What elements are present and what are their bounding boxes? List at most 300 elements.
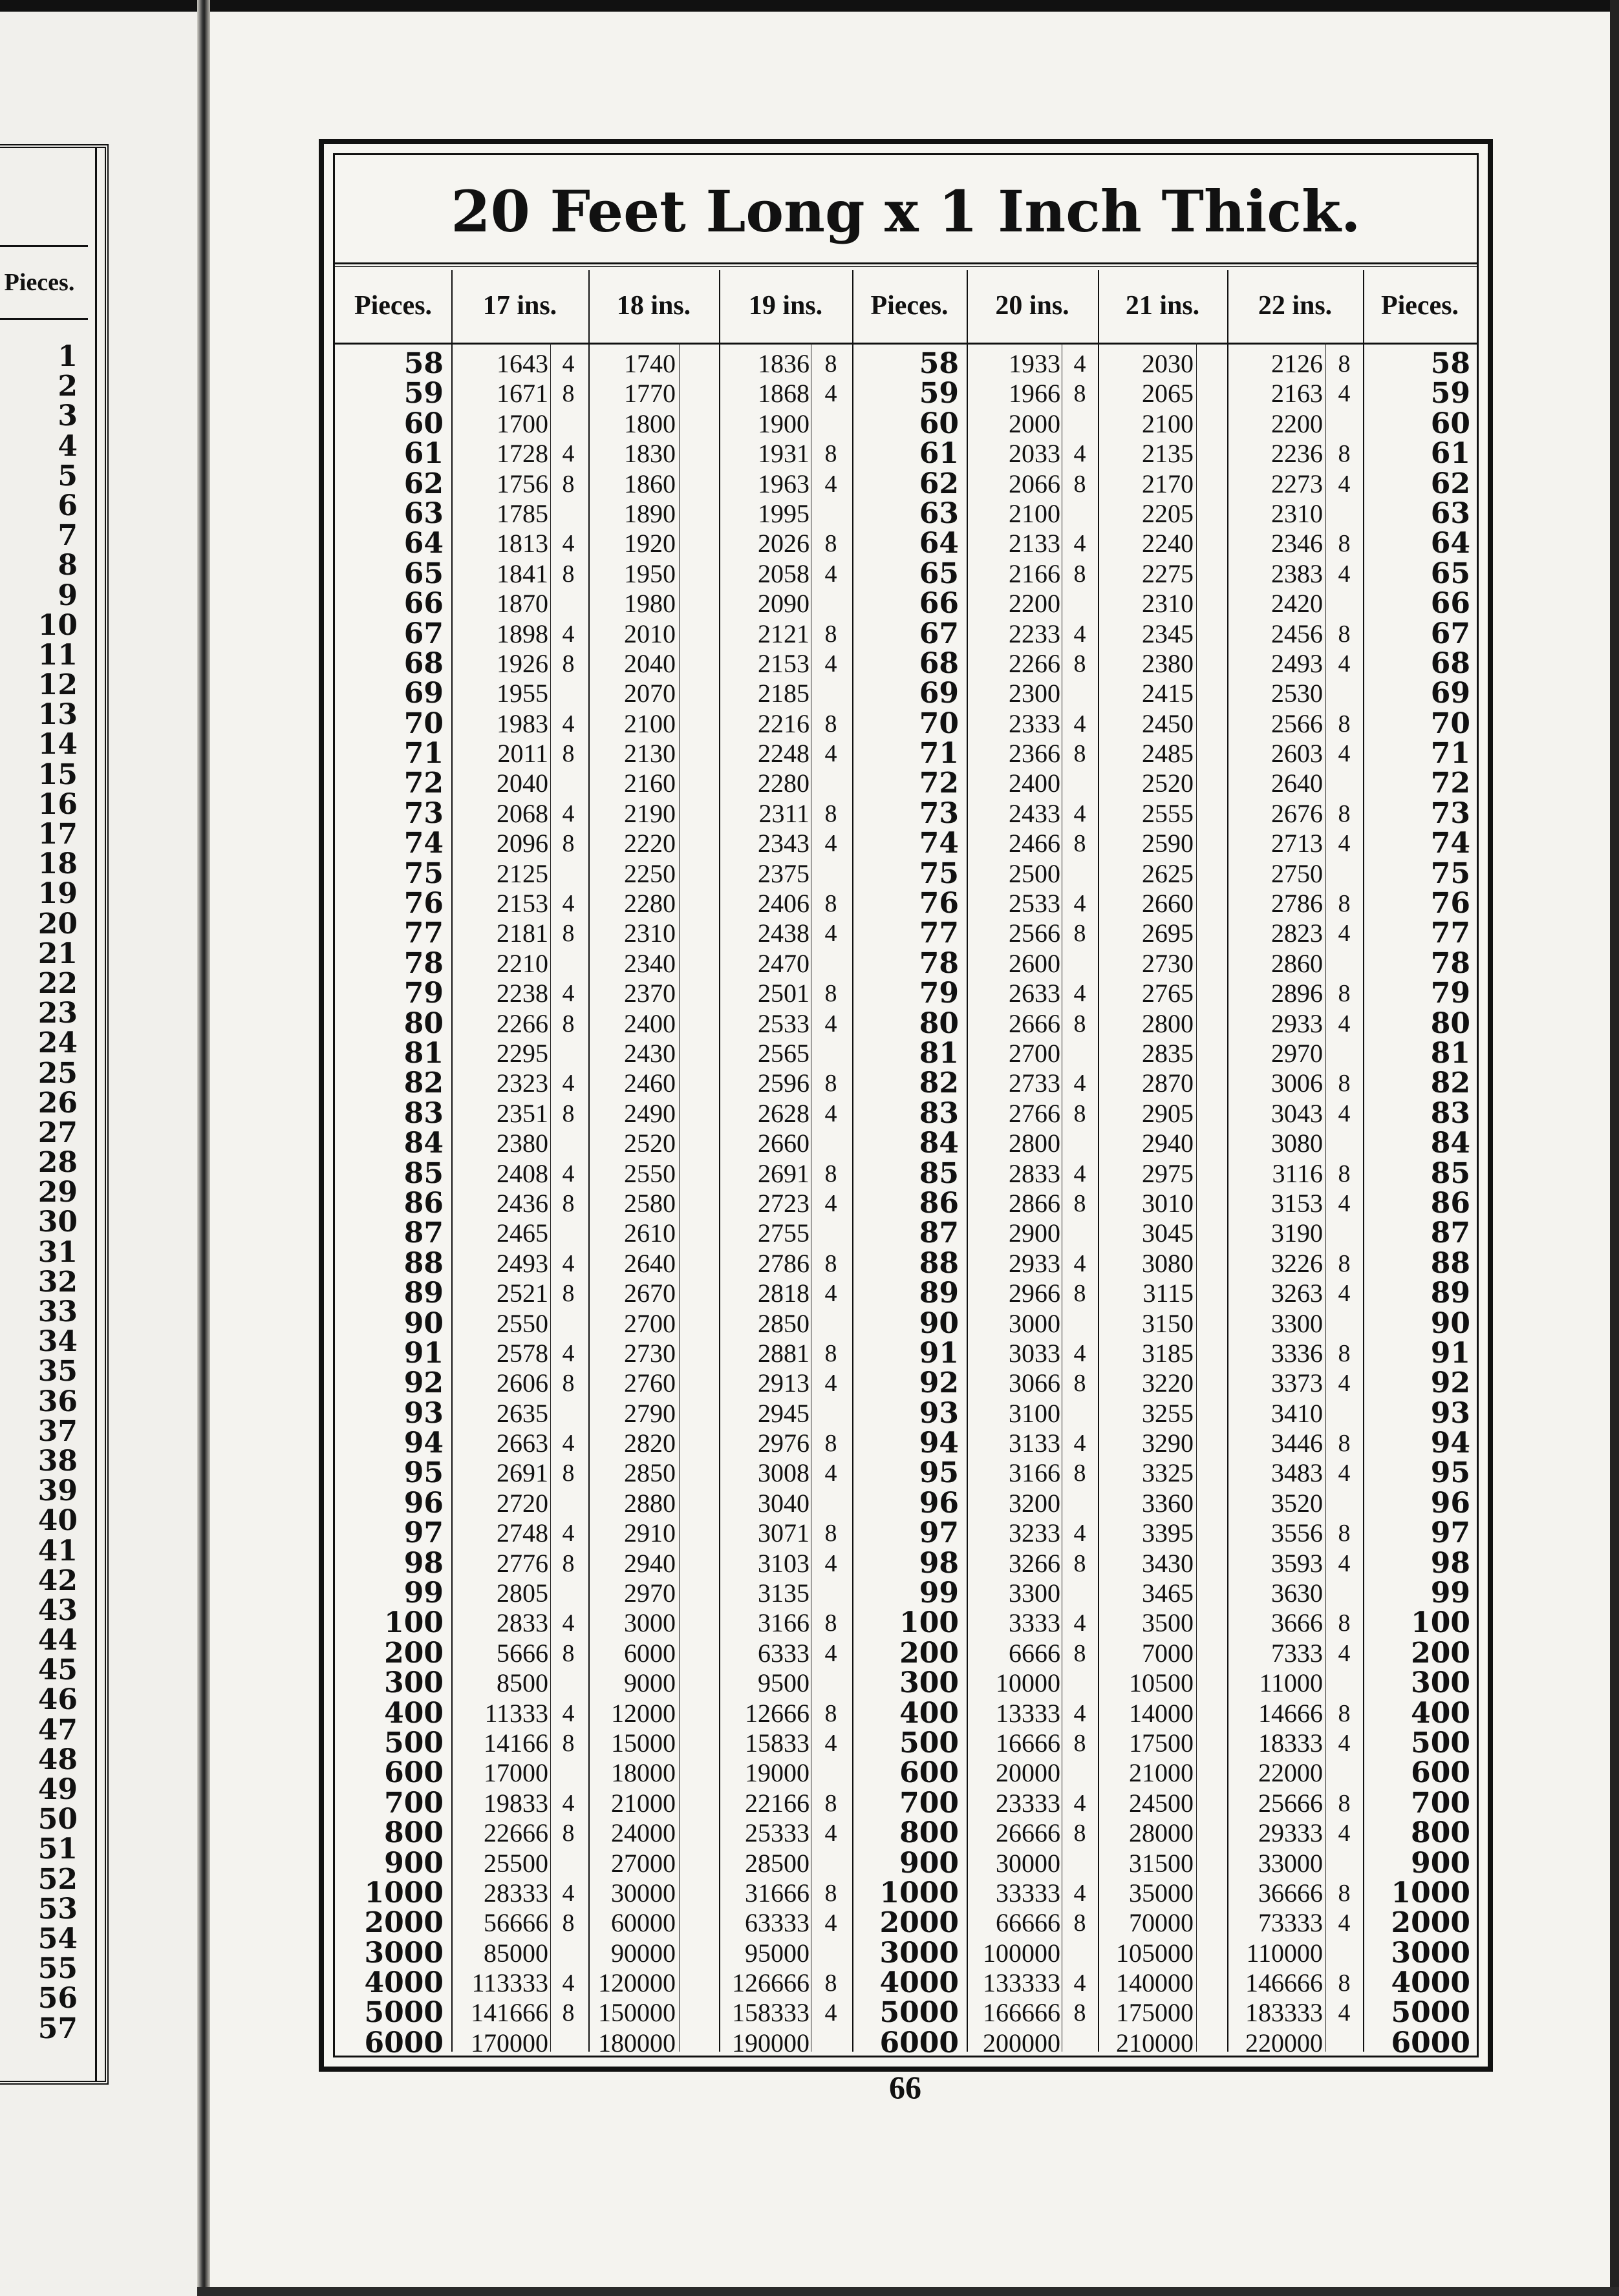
- col-17-ins-fraction-cell: [552, 1039, 585, 1068]
- pieces-column-3-cell: 96: [1430, 1486, 1470, 1520]
- left-pieces-cell: 35: [38, 1355, 78, 1388]
- col-19-ins-cell: 9500: [758, 1668, 810, 1698]
- pieces-column-1: [335, 349, 444, 2058]
- col-17-ins-fraction-cell: [552, 949, 585, 979]
- pieces-column-3-cell: 79: [1430, 977, 1470, 1010]
- col-19-ins-fraction-cell: 8: [824, 530, 837, 558]
- pieces-column-3-cell: 72: [1430, 767, 1470, 800]
- col-22-ins-fraction-cell: [1327, 1218, 1362, 1248]
- col-20-ins-fraction-cell: 4: [1073, 1160, 1086, 1187]
- scan-bottom-edge: [197, 2287, 1619, 2296]
- col-17-ins-fraction-cell: 4: [562, 1160, 575, 1187]
- col-18-ins-cell: 2460: [624, 1068, 676, 1098]
- col-18-ins-cell: 2250: [624, 858, 676, 888]
- col-20-ins-cell: 2500: [1009, 858, 1060, 888]
- col-19-ins-fraction-cell: 4: [824, 1820, 837, 1847]
- pieces-column-1-cell: 600: [384, 1756, 444, 1790]
- col-21-ins-cell: 28000: [1129, 1818, 1194, 1848]
- pieces-column-3-cell: 89: [1430, 1277, 1470, 1310]
- pieces-column-2-cell: 73: [919, 796, 959, 830]
- col-17-ins-cell: 2493: [497, 1248, 548, 1278]
- lumber-table: [319, 139, 1493, 2072]
- left-pieces-cell: 3: [58, 399, 78, 433]
- col-19-ins-cell: 2565: [758, 1038, 810, 1068]
- col-20-ins-fraction-cell: 4: [1073, 1610, 1086, 1637]
- col-20-ins-cell: 166666: [983, 1998, 1060, 2028]
- col-18-ins-cell: 150000: [598, 1998, 676, 2028]
- left-pieces-cell: 50: [38, 1803, 78, 1836]
- pieces-column-2-cell: 76: [919, 887, 959, 920]
- left-pieces-cell: 30: [38, 1206, 78, 1239]
- col-18-ins-cell: 2850: [624, 1458, 676, 1488]
- col-20-ins-cell: 30000: [996, 1848, 1060, 1878]
- col-20-ins-cell: 2366: [1009, 739, 1060, 769]
- col-17-ins-cell: 2833: [497, 1608, 548, 1638]
- pieces-column-3-cell: 1000: [1391, 1876, 1470, 1909]
- col-20-ins-cell: 10000: [996, 1668, 1060, 1698]
- col-22-ins-fraction-cell: [1327, 679, 1362, 708]
- col-20-ins-cell: 3333: [1009, 1608, 1060, 1638]
- col-19-ins-fraction-cell: 4: [824, 1549, 837, 1577]
- col-20-ins-fraction-cell: [1063, 1758, 1097, 1788]
- col-19-ins-fraction-cell: 8: [824, 1249, 837, 1277]
- col-21-ins-cell: 2345: [1142, 619, 1194, 648]
- pieces-column-3-cell: 60: [1430, 407, 1470, 440]
- col-19-ins-cell: 19000: [745, 1758, 810, 1788]
- col-17-ins-fraction-cell: 8: [562, 1460, 575, 1487]
- left-pieces-header: Pieces.: [0, 245, 88, 320]
- col-20-ins-cell: 2333: [1009, 708, 1060, 738]
- col-19-ins-cell: 2660: [758, 1129, 810, 1158]
- col-22-ins-fraction-cell: [1327, 949, 1362, 979]
- col-22-ins-fraction-cell: 4: [1338, 470, 1351, 498]
- col-22-ins-cell: 29333: [1258, 1818, 1323, 1848]
- col-19-ins-cell: 2723: [758, 1188, 810, 1218]
- col-21-ins-cell: 3360: [1142, 1488, 1194, 1518]
- col-18-ins-cell: 2820: [624, 1429, 676, 1458]
- col-20-ins-fraction-cell: 8: [1073, 830, 1086, 858]
- col-17-ins-cell: 1870: [497, 589, 548, 619]
- left-pieces-cell: 26: [38, 1086, 78, 1120]
- col-19-ins-fraction-cell: 8: [824, 1520, 837, 1547]
- col-20-ins-fraction-cell: 8: [1073, 1370, 1086, 1398]
- pieces-column-3-cell: 62: [1430, 467, 1470, 500]
- col-17-ins-cell: 19833: [484, 1788, 548, 1818]
- col-22-ins-fraction-cell: 8: [1338, 1789, 1351, 1817]
- col-17-ins-fraction-cell: 4: [562, 1339, 575, 1367]
- col-19-ins-cell: 1836: [758, 349, 810, 378]
- col-18-ins-cell: 2580: [624, 1188, 676, 1218]
- col-22-ins-fraction-cell: 4: [1338, 1820, 1351, 1847]
- col-18-ins-cell: 1980: [624, 589, 676, 619]
- col-22-ins-fraction-cell: 8: [1338, 530, 1351, 558]
- left-pieces-cell: 1: [58, 340, 78, 373]
- col-17-ins-cell: 2153: [497, 889, 548, 919]
- col-18-ins-cell: 60000: [611, 1908, 676, 1938]
- col-18-ins-cell: 1950: [624, 558, 676, 588]
- col-20-ins-cell: 133333: [983, 1968, 1060, 1998]
- pieces-column-3-cell: 83: [1430, 1096, 1470, 1130]
- pieces-column-3-cell: 4000: [1391, 1966, 1470, 2000]
- col-17-ins-cell: 2578: [497, 1338, 548, 1368]
- col-21-ins-cell: 2450: [1142, 708, 1194, 738]
- col-19-ins-cell: 2311: [758, 798, 810, 828]
- pieces-column-1-cell: 700: [384, 1786, 444, 1820]
- col-17-ins-fraction-cell: [552, 769, 585, 798]
- col-19-ins-cell: 2280: [758, 769, 810, 798]
- pieces-column-2-cell: 58: [919, 347, 959, 380]
- col-22-ins-cell: 110000: [1246, 1938, 1323, 1968]
- pieces-column-3-cell: 58: [1430, 347, 1470, 380]
- col-21-ins-cell: 2380: [1142, 648, 1194, 678]
- col-17-ins-cell: 2380: [497, 1129, 548, 1158]
- col-19-ins-fraction-cell: [812, 409, 850, 439]
- col-19-ins-fraction-cell: [812, 1668, 850, 1698]
- col-17-ins-cell: 2238: [497, 979, 548, 1008]
- col-20-ins-fraction-cell: [1063, 589, 1097, 619]
- col-22-ins-cell: 3556: [1271, 1518, 1323, 1548]
- pieces-column-3-cell: 74: [1430, 827, 1470, 860]
- col-22-ins-cell: 3373: [1271, 1368, 1323, 1398]
- col-20-ins-cell: 2733: [1009, 1068, 1060, 1098]
- col-17-ins-fraction-cell: 4: [562, 440, 575, 468]
- pieces-column-2-cell: 900: [899, 1846, 959, 1880]
- pieces-column-3-cell: 61: [1430, 437, 1470, 471]
- col-22-ins-fraction-cell: [1327, 1578, 1362, 1608]
- pieces-column-2-cell: 88: [919, 1246, 959, 1280]
- pieces-column-1-cell: 74: [403, 827, 444, 860]
- col-19-ins-fraction-cell: [812, 1039, 850, 1068]
- pieces-column-2-cell: 97: [919, 1516, 959, 1550]
- pieces-column-1-cell: 87: [403, 1217, 444, 1250]
- col-18-ins: [588, 349, 676, 2058]
- col-17-ins-cell: 8500: [497, 1668, 548, 1698]
- col-19-ins-cell: 95000: [745, 1938, 810, 1968]
- pieces-column-1-cell: 61: [403, 437, 444, 471]
- pieces-column-2-cell: 3000: [879, 1936, 959, 1970]
- left-pieces-cell: 34: [38, 1325, 78, 1359]
- col-17-ins-fraction-cell: 4: [562, 1789, 575, 1817]
- col-17-ins-fraction-cell: [552, 1578, 585, 1608]
- col-17-ins-fraction-cell: 8: [562, 1189, 575, 1217]
- col-18-ins-cell: 2670: [624, 1279, 676, 1308]
- left-pieces-cell: 24: [38, 1026, 78, 1060]
- pieces-column-2-cell: 83: [919, 1096, 959, 1130]
- col-19-ins-cell: 126666: [732, 1968, 810, 1998]
- pieces-column-2-cell: 400: [899, 1696, 959, 1730]
- pieces-column-2-cell: 94: [919, 1427, 959, 1460]
- col-22-ins-cell: 3446: [1271, 1429, 1323, 1458]
- col-22-ins-fraction-cell: [1327, 2028, 1362, 2058]
- pieces-column-3-cell: 88: [1430, 1246, 1470, 1280]
- col-22-ins-fraction-cell: 4: [1338, 380, 1351, 408]
- pieces-column-2-cell: 65: [919, 557, 959, 590]
- col-17-ins-fraction-cell: [552, 2028, 585, 2058]
- col-18-ins-cell: 90000: [611, 1938, 676, 1968]
- pieces-column-1-cell: 96: [403, 1486, 444, 1520]
- left-pieces-cell: 54: [38, 1922, 78, 1955]
- col-20-ins-cell: 3033: [1009, 1338, 1060, 1368]
- pieces-column-3-cell: 67: [1430, 617, 1470, 650]
- pieces-column-1-cell: 62: [403, 467, 444, 500]
- pieces-column-3: [1363, 349, 1470, 2058]
- col-17-ins-fraction-cell: 4: [562, 1520, 575, 1547]
- left-pieces-cell: 48: [38, 1743, 78, 1776]
- col-22-ins-cell: 2236: [1271, 439, 1323, 469]
- col-20-ins-fraction-cell: [1063, 1218, 1097, 1248]
- col-22-ins-cell: 2786: [1271, 889, 1323, 919]
- col-17-ins-fraction-cell: [552, 1939, 585, 1968]
- pieces-column-1-cell: 88: [403, 1246, 444, 1280]
- col-19-ins-fraction-cell: 8: [824, 1339, 837, 1367]
- col-22-ins-cell: 22000: [1258, 1758, 1323, 1788]
- col-22-ins-cell: 220000: [1245, 2028, 1323, 2057]
- col-22-ins-cell: 2933: [1271, 1008, 1323, 1038]
- pieces-column-2-cell: 91: [919, 1336, 959, 1370]
- col-22-ins-fraction-cell: 8: [1338, 620, 1351, 648]
- left-pieces-cell: 51: [38, 1833, 78, 1866]
- col-21-ins-cell: 2415: [1142, 679, 1194, 708]
- col-19-ins-fraction-cell: 4: [824, 1280, 837, 1308]
- left-pieces-column: [0, 342, 78, 2044]
- col-20-ins-cell: 3233: [1009, 1518, 1060, 1548]
- col-18-ins-cell: 2730: [624, 1338, 676, 1368]
- left-pieces-cell: 32: [38, 1265, 78, 1299]
- col-18-ins-cell: 2970: [624, 1578, 676, 1608]
- col-17-ins-fraction-cell: 4: [562, 1249, 575, 1277]
- col-17-ins-fraction-cell: 8: [562, 1280, 575, 1308]
- col-21-ins-cell: 14000: [1129, 1698, 1194, 1728]
- pieces-column-1-cell: 89: [403, 1277, 444, 1310]
- col-21-ins-cell: 2660: [1142, 889, 1194, 919]
- col-19-ins-fraction-cell: [812, 769, 850, 798]
- pieces-column-1-cell: 73: [403, 796, 444, 830]
- col-19-ins-cell: 1900: [758, 409, 810, 438]
- pieces-column-1-cell: 65: [403, 557, 444, 590]
- col-20-ins-fraction-cell: 4: [1073, 1339, 1086, 1367]
- col-17-ins-fraction-cell: 8: [562, 1909, 575, 1937]
- pieces-column-3-cell: 300: [1411, 1666, 1470, 1700]
- col-18-ins-cell: 30000: [611, 1878, 676, 1908]
- col-17-ins-fraction-cell: 8: [562, 1820, 575, 1847]
- left-pieces-cell: 33: [38, 1295, 78, 1328]
- col-22-ins-fraction-cell: [1327, 1758, 1362, 1788]
- col-20-ins-cell: 2433: [1009, 798, 1060, 828]
- pieces-column-2-cell: 81: [919, 1036, 959, 1070]
- col-20-ins-fraction-cell: 4: [1073, 1699, 1086, 1727]
- pieces-column-1-cell: 97: [403, 1516, 444, 1550]
- col-20-ins-fraction-cell: 4: [1073, 1789, 1086, 1817]
- col-19-ins-cell: 3071: [758, 1518, 810, 1548]
- col-17-ins-cell: 2125: [497, 858, 548, 888]
- col-19-ins-fraction-cell: 8: [824, 1970, 837, 1997]
- left-pieces-cell: 29: [38, 1176, 78, 1209]
- pieces-column-2-cell: 75: [919, 856, 959, 890]
- pieces-column-3-cell: 71: [1430, 737, 1470, 771]
- col-22-ins-cell: 2530: [1271, 679, 1323, 708]
- left-pieces-cell: 47: [38, 1713, 78, 1747]
- pieces-column-1-cell: 91: [403, 1336, 444, 1370]
- col-20-ins-fraction-cell: [1063, 1668, 1097, 1698]
- col-20-ins-cell: 2566: [1009, 919, 1060, 948]
- pieces-column-1-cell: 64: [403, 527, 444, 560]
- col-20-ins-cell: 2066: [1009, 469, 1060, 498]
- pieces-column-2-cell: 4000: [879, 1966, 959, 2000]
- col-19-ins-fraction-cell: 8: [824, 1610, 837, 1637]
- col-20-ins-fraction-cell: [1063, 1399, 1097, 1429]
- col-20-ins-cell: 2233: [1009, 619, 1060, 648]
- pieces-column-3-cell: 82: [1430, 1067, 1470, 1100]
- col-20-ins-fraction-cell: [1063, 1309, 1097, 1339]
- col-22-ins-fraction-cell: 4: [1338, 740, 1351, 768]
- col-17-ins-fraction-cell: [552, 1309, 585, 1339]
- pieces-column-2-cell: 600: [899, 1756, 959, 1790]
- col-21-ins-cell: 175000: [1116, 1998, 1194, 2028]
- col-22-ins-cell: 2493: [1271, 648, 1323, 678]
- left-pieces-cell: 45: [38, 1653, 78, 1687]
- pieces-column-2-cell: 92: [919, 1366, 959, 1400]
- left-pieces-cell: 9: [58, 579, 78, 612]
- col-22-ins-cell: 36666: [1258, 1878, 1323, 1908]
- col-17-ins-fraction-cell: 4: [562, 620, 575, 648]
- col-18-ins-cell: 2790: [624, 1398, 676, 1428]
- col-22-ins-cell: 3153: [1271, 1188, 1323, 1218]
- col-18-ins-cell: 15000: [611, 1728, 676, 1758]
- col-17-ins-fraction-cell: 8: [562, 1549, 575, 1577]
- col-22-ins-fraction-cell: [1327, 1939, 1362, 1968]
- col-19-ins-fraction-cell: 8: [824, 1879, 837, 1907]
- col-17-ins-cell: 1756: [497, 469, 548, 498]
- pieces-column-2-cell: 59: [919, 377, 959, 410]
- col-17-ins-cell: 2096: [497, 829, 548, 858]
- col-21-ins-cell: 2485: [1142, 739, 1194, 769]
- col-22-ins-fraction-cell: 8: [1338, 440, 1351, 468]
- col-17-ins-cell: 28333: [484, 1878, 548, 1908]
- col-20-ins-cell: 2000: [1009, 409, 1060, 438]
- pieces-column-1-cell: 79: [403, 977, 444, 1010]
- pieces-column-2-cell: 67: [919, 617, 959, 650]
- pieces-column-3-cell: 200: [1411, 1636, 1470, 1670]
- pieces-column-2-cell: 99: [919, 1577, 959, 1610]
- col-21-ins-cell: 3220: [1142, 1368, 1194, 1398]
- col-19-ins-cell: 2058: [758, 558, 810, 588]
- col-18-ins-cell: 18000: [611, 1758, 676, 1788]
- col-17-ins-cell: 1813: [497, 529, 548, 558]
- col-17-ins-cell: 14166: [484, 1728, 548, 1758]
- left-pieces-cell: 20: [38, 907, 78, 941]
- col-17-ins-fraction-cell: 8: [562, 1010, 575, 1037]
- col-20-ins-cell: 2633: [1009, 979, 1060, 1008]
- col-21-ins-cell: 17500: [1129, 1728, 1194, 1758]
- left-pieces-cell: 46: [38, 1683, 78, 1717]
- pieces-column-3-cell: 90: [1430, 1306, 1470, 1340]
- pieces-column-2-cell: 70: [919, 707, 959, 740]
- col-21-ins-cell: 3045: [1142, 1218, 1194, 1248]
- pieces-column-1-cell: 4000: [364, 1966, 444, 2000]
- col-17-ins-cell: 2521: [497, 1279, 548, 1308]
- col-17-ins-cell: 1841: [497, 558, 548, 588]
- col-22-ins-fraction-cell: 8: [1338, 980, 1351, 1008]
- col-21-ins-cell: 2555: [1142, 798, 1194, 828]
- col-19-ins-fraction-cell: 4: [824, 1010, 837, 1037]
- col-19-ins-fraction-cell: 8: [824, 1789, 837, 1817]
- pieces-column-3-cell: 69: [1430, 677, 1470, 710]
- col-20-ins-cell: 2933: [1009, 1248, 1060, 1278]
- column-header: Pieces.: [354, 291, 433, 321]
- col-20-ins-fraction-cell: 8: [1073, 1999, 1086, 2027]
- col-22-ins-cell: 14666: [1258, 1698, 1323, 1728]
- column-header: 20 ins.: [995, 291, 1069, 321]
- pieces-column-2-cell: 89: [919, 1277, 959, 1310]
- pieces-column-3-cell: 95: [1430, 1456, 1470, 1490]
- column-header: 18 ins.: [616, 291, 691, 321]
- col-20-ins-fraction-cell: [1063, 1039, 1097, 1068]
- col-19-ins-cell: 158333: [732, 1998, 810, 2028]
- column-header: 22 ins.: [1258, 291, 1333, 321]
- col-19-ins-fraction-cell: 4: [824, 650, 837, 677]
- col-17-ins-cell: 2323: [497, 1068, 548, 1098]
- pieces-column-2-cell: 74: [919, 827, 959, 860]
- col-21-ins-cell: 2590: [1142, 829, 1194, 858]
- pieces-column-1-cell: 72: [403, 767, 444, 800]
- page-number: 66: [889, 2069, 921, 2105]
- col-21-ins-cell: 2205: [1142, 498, 1194, 528]
- col-20-ins-fraction-cell: 4: [1073, 620, 1086, 648]
- col-19-ins-fraction-cell: 8: [824, 980, 837, 1008]
- left-pieces-cell: 4: [58, 429, 78, 463]
- pieces-column-3-cell: 81: [1430, 1036, 1470, 1070]
- pieces-column-3-cell: 86: [1430, 1186, 1470, 1220]
- left-pieces-cell: 13: [38, 698, 78, 732]
- col-22-ins-cell: 2970: [1271, 1038, 1323, 1068]
- col-22-ins-cell: 2273: [1271, 469, 1323, 498]
- col-22-ins-fraction-cell: 8: [1338, 710, 1351, 738]
- col-19-ins-cell: 2881: [758, 1338, 810, 1368]
- left-pieces-cell: 21: [38, 937, 78, 970]
- col-20-ins-cell: 2200: [1009, 589, 1060, 619]
- col-19-ins-cell: 22166: [745, 1788, 810, 1818]
- pieces-column-1-cell: 83: [403, 1096, 444, 1130]
- pieces-column-2-cell: 1000: [879, 1876, 959, 1909]
- col-20-ins-fraction-cell: [1063, 499, 1097, 529]
- pieces-column-3-cell: 5000: [1391, 1996, 1470, 2030]
- book-gutter: [197, 0, 210, 2296]
- pieces-column-2-cell: 87: [919, 1217, 959, 1250]
- col-22-ins-cell: 33000: [1258, 1848, 1323, 1878]
- pieces-column-2-cell: 78: [919, 946, 959, 980]
- col-18-ins-cell: 2130: [624, 739, 676, 769]
- left-pieces-cell: 11: [38, 638, 78, 672]
- col-19-ins-fraction-cell: 4: [824, 380, 837, 408]
- col-18-ins-cell: 6000: [624, 1638, 676, 1668]
- col-19-ins-fraction-cell: 4: [824, 1189, 837, 1217]
- left-pieces-cell: 14: [38, 728, 78, 761]
- col-17-ins-cell: 56666: [484, 1908, 548, 1938]
- pieces-column-3-cell: 76: [1430, 887, 1470, 920]
- col-18-ins-cell: 9000: [624, 1668, 676, 1698]
- col-17-ins-cell: 1785: [497, 498, 548, 528]
- pieces-column-3-cell: 93: [1430, 1396, 1470, 1430]
- col-22-ins-fraction-cell: 4: [1338, 1189, 1351, 1217]
- col-22-ins-cell: 183333: [1245, 1998, 1323, 2028]
- left-pieces-cell: 41: [38, 1534, 78, 1568]
- col-22-ins-cell: 3080: [1271, 1129, 1323, 1158]
- pieces-column-1-cell: 67: [403, 617, 444, 650]
- left-pieces-cell: 19: [38, 877, 78, 911]
- col-19-ins-cell: 2185: [758, 679, 810, 708]
- col-20-ins-cell: 16666: [996, 1728, 1060, 1758]
- pieces-column-2-cell: 100: [899, 1606, 959, 1640]
